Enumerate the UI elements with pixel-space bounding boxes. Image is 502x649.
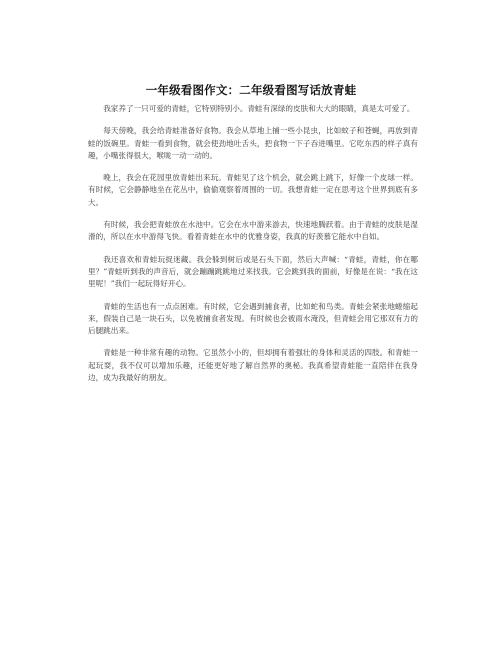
paragraph-4: 有时候，我会把青蛙放在水池中。它会在水中游来游去，快速地腾跃着。由于青蛙的皮肤是湿滑的，所以在水中游得飞快。看着青蛙在水中的优雅身姿，我真的好羡慕它能水中自如。 <box>88 220 418 242</box>
paragraph-6: 青蛙的生活也有一点点困难。有时候，它会遇到捕食者，比如蛇和鸟类。青蛙会紧张地蜷缩起来，假装自己是一块石头，以免被捕食者发现。有时候也会被雨水淹没，但青蛙会用它那双有力的后腿跳出来。 <box>88 301 418 336</box>
paragraph-7: 青蛙是一种非常有趣的动物。它虽然小小的，但却拥有着强壮的身体和灵活的四肢。和青蛙一起玩耍，我不仅可以增加乐趣，还能更好地了解自然界的奥秘。我真希望青蛙能一直陪伴在我身边，成为我最好的朋友。 <box>88 348 418 383</box>
paragraph-3: 晚上，我会在花园里放青蛙出来玩。青蛙见了这个机会，就会跳上跳下，好像一个皮球一样。有时候，它会静静地坐在花丛中，偷偷观察着周围的一切。我想青蛙一定在思考这个世界到底有多大。 <box>88 173 418 207</box>
paragraph-5: 我还喜欢和青蛙玩捉迷藏。我会躲到树后或是石头下面，然后大声喊：“青蛙，青蛙，你在哪里？”青蛙听到我的声音后，就会蹦蹦跳跳地过来找我。它会跳到我的面前，好像是在说：“我在这里呢！”我们一起玩得好开心。 <box>88 254 418 289</box>
paragraph-1: 我家养了一只可爱的青蛙，它特别特别小。青蛙有深绿的皮肤和大大的眼睛，真是太可爱了。 <box>103 104 415 113</box>
paragraph-2: 每天傍晚，我会给青蛙准备好食物。我会从草地上捕一些小昆虫，比如蚊子和苍蝇，再放到青蛙的饭碗里。青蛙一看到食物，就会使劲地吐舌头，把食物一下子吞进嘴里。它吃东西的样子真有趣，小嘴张得很大，喉咙一动一动的。 <box>88 126 418 160</box>
document-body <box>88 103 418 394</box>
document-title: 一年级看图作文：二年级看图写话放青蛙 <box>145 83 357 97</box>
